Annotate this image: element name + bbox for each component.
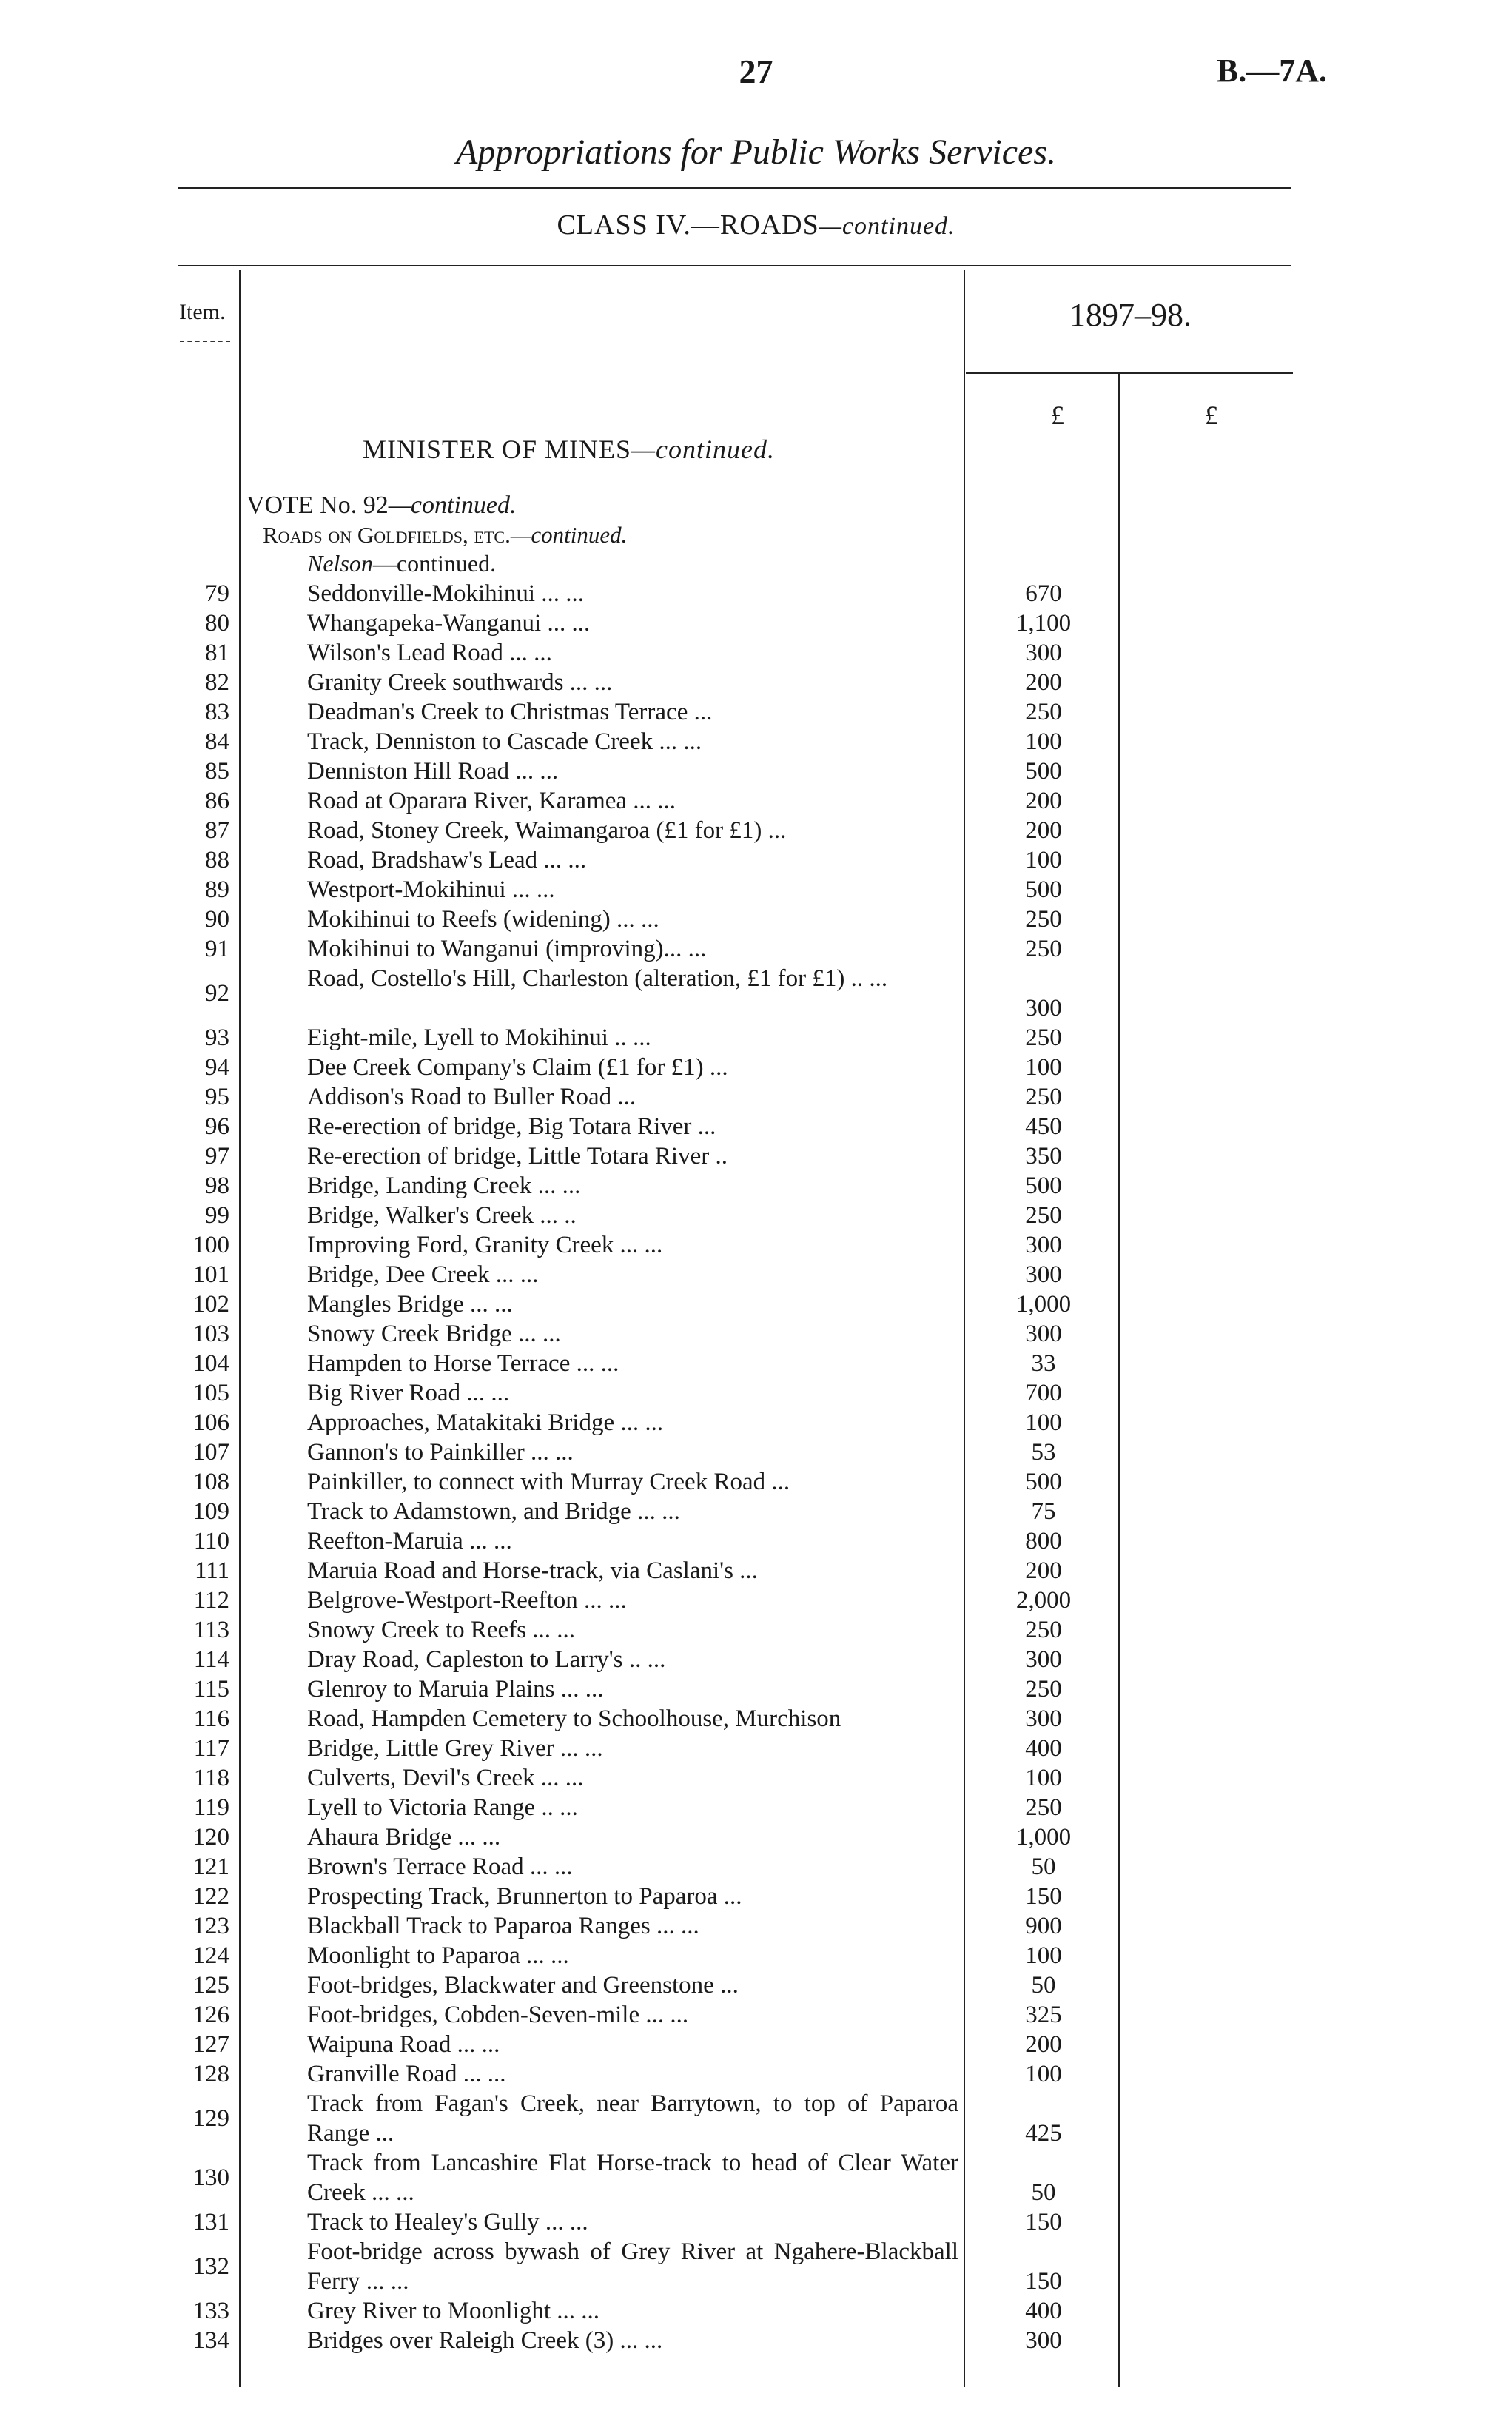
item-description: Maruia Road and Horse-track, via Caslani's ... bbox=[307, 1557, 758, 1584]
item-number: 127 bbox=[192, 2031, 229, 2058]
table-row bbox=[0, 2207, 1512, 2237]
item-number: 81 bbox=[205, 640, 229, 666]
item-amount: 50 bbox=[1031, 1854, 1056, 1880]
item-number: 123 bbox=[192, 1913, 229, 1939]
table-row bbox=[0, 1586, 1512, 1615]
item-number: 96 bbox=[205, 1113, 229, 1140]
table-row bbox=[0, 2296, 1512, 2326]
table-row bbox=[0, 1349, 1512, 1378]
table-row bbox=[0, 1763, 1512, 1793]
ministry-continued: —continued. bbox=[631, 435, 776, 464]
item-amount: 900 bbox=[1025, 1913, 1062, 1939]
item-amount: 100 bbox=[1025, 1409, 1062, 1436]
item-description: Bridges over Raleigh Creek (3) ... ... bbox=[307, 2327, 663, 2354]
table-row bbox=[0, 1230, 1512, 1260]
item-number: 82 bbox=[205, 669, 229, 696]
item-number: 124 bbox=[192, 1942, 229, 1969]
item-amount: 50 bbox=[1031, 1972, 1056, 1999]
item-number: 87 bbox=[205, 817, 229, 844]
item-number: 133 bbox=[192, 2298, 229, 2324]
table-row bbox=[0, 757, 1512, 786]
table-row bbox=[0, 1822, 1512, 1852]
item-description: Ahaura Bridge ... ... bbox=[307, 1824, 501, 1851]
item-number: 97 bbox=[205, 1143, 229, 1170]
table-row bbox=[0, 2148, 1512, 2207]
item-amount: 250 bbox=[1025, 1794, 1062, 1821]
vote-continued: —continued. bbox=[388, 492, 517, 519]
item-amount: 300 bbox=[1025, 995, 1062, 1022]
item-description: Snowy Creek Bridge ... ... bbox=[307, 1321, 561, 1347]
item-description: Mokihinui to Reefs (widening) ... ... bbox=[307, 906, 659, 933]
item-amount: 100 bbox=[1025, 728, 1062, 755]
table-row bbox=[0, 1082, 1512, 1112]
item-description: Reefton-Maruia ... ... bbox=[307, 1528, 512, 1554]
item-description: Road, Costello's Hill, Charleston (alteration, £1 for £1) .. ... bbox=[307, 965, 888, 992]
item-number: 107 bbox=[192, 1439, 229, 1466]
item-amount: 500 bbox=[1025, 1469, 1062, 1495]
item-number: 80 bbox=[205, 610, 229, 637]
item-amount: 200 bbox=[1025, 2031, 1062, 2058]
item-description: Brown's Terrace Road ... ... bbox=[307, 1854, 573, 1880]
item-description: Granity Creek southwards ... ... bbox=[307, 669, 613, 696]
table-row bbox=[0, 934, 1512, 964]
item-number: 86 bbox=[205, 788, 229, 814]
item-amount: 250 bbox=[1025, 936, 1062, 962]
table-row bbox=[0, 1171, 1512, 1201]
item-description: Big River Road ... ... bbox=[307, 1380, 510, 1406]
roads-subheading-continued: —continued. bbox=[510, 522, 628, 548]
item-description: Painkiller, to connect with Murray Creek Road ... bbox=[307, 1469, 790, 1495]
item-number: 103 bbox=[192, 1321, 229, 1347]
roads-subheading bbox=[263, 522, 627, 549]
item-amount: 250 bbox=[1025, 906, 1062, 933]
item-description: Foot-bridges, Cobden-Seven-mile ... ... bbox=[307, 2002, 689, 2028]
item-description: Bridge, Landing Creek ... ... bbox=[307, 1173, 581, 1199]
table-row bbox=[0, 1053, 1512, 1082]
table-row bbox=[0, 964, 1512, 1023]
table-row bbox=[0, 1378, 1512, 1408]
item-number: 99 bbox=[205, 1202, 229, 1229]
item-amount: 150 bbox=[1025, 1883, 1062, 1910]
item-amount: 200 bbox=[1025, 669, 1062, 696]
item-amount: 800 bbox=[1025, 1528, 1062, 1554]
table-row bbox=[0, 1497, 1512, 1526]
table-row bbox=[0, 1289, 1512, 1319]
table-row bbox=[0, 1704, 1512, 1734]
item-number: 130 bbox=[192, 2164, 229, 2191]
item-amount: 200 bbox=[1025, 1557, 1062, 1584]
item-amount: 425 bbox=[1025, 2120, 1062, 2147]
item-description: Bridge, Dee Creek ... ... bbox=[307, 1261, 539, 1288]
item-number: 90 bbox=[205, 906, 229, 933]
vote-heading bbox=[246, 492, 517, 520]
table-row bbox=[0, 1911, 1512, 1941]
table-row bbox=[0, 697, 1512, 727]
table-row bbox=[0, 1319, 1512, 1349]
item-description: Granville Road ... ... bbox=[307, 2061, 506, 2087]
table-row bbox=[0, 2326, 1512, 2355]
table-row bbox=[0, 638, 1512, 668]
item-number: 83 bbox=[205, 699, 229, 725]
item-description: Waipuna Road ... ... bbox=[307, 2031, 500, 2058]
item-number: 132 bbox=[192, 2253, 229, 2280]
item-description: Improving Ford, Granity Creek ... ... bbox=[307, 1232, 663, 1258]
item-description: Belgrove-Westport-Reefton ... ... bbox=[307, 1587, 627, 1614]
item-description: Blackball Track to Paparoa Ranges ... ... bbox=[307, 1913, 699, 1939]
table-row bbox=[0, 1023, 1512, 1053]
table-row bbox=[0, 816, 1512, 845]
item-description: Lyell to Victoria Range .. ... bbox=[307, 1794, 578, 1821]
ministry-heading bbox=[363, 434, 775, 465]
table-row bbox=[0, 1408, 1512, 1438]
item-description: Road at Oparara River, Karamea ... ... bbox=[307, 788, 676, 814]
item-amount: 1,000 bbox=[1015, 1291, 1072, 1318]
table-row bbox=[0, 2000, 1512, 2030]
item-amount: 250 bbox=[1025, 1084, 1062, 1110]
class-title-text: CLASS IV.—ROADS bbox=[557, 209, 819, 241]
item-amount: 200 bbox=[1025, 817, 1062, 844]
region-name: Nelson bbox=[307, 550, 373, 577]
item-number: 98 bbox=[205, 1173, 229, 1199]
item-amount: 700 bbox=[1025, 1380, 1062, 1406]
item-amount: 2,000 bbox=[1015, 1587, 1072, 1614]
table-row bbox=[0, 1260, 1512, 1289]
pound-sign-total: £ bbox=[1205, 400, 1218, 430]
top-rule bbox=[178, 187, 1291, 189]
item-amount: 450 bbox=[1025, 1113, 1062, 1140]
item-amount: 300 bbox=[1025, 1321, 1062, 1347]
item-description: Bridge, Little Grey River ... ... bbox=[307, 1735, 603, 1762]
item-description: Track from Fagan's Creek, near Barrytown, to top of Paparoa Range ... bbox=[307, 2090, 958, 2147]
table-row bbox=[0, 2237, 1512, 2296]
item-number: 120 bbox=[192, 1824, 229, 1851]
item-description: Gannon's to Painkiller ... ... bbox=[307, 1439, 574, 1466]
item-number: 121 bbox=[192, 1854, 229, 1880]
item-number: 112 bbox=[193, 1587, 229, 1614]
item-amount: 100 bbox=[1025, 2061, 1062, 2087]
sheet-reference: B.—7A. bbox=[1216, 53, 1327, 89]
item-amount: 250 bbox=[1025, 699, 1062, 725]
item-amount: 300 bbox=[1025, 640, 1062, 666]
table-row bbox=[0, 1941, 1512, 1970]
item-number: 110 bbox=[193, 1528, 229, 1554]
year-header-rule bbox=[966, 372, 1293, 374]
vote-text: VOTE No. 92 bbox=[246, 492, 389, 519]
item-amount: 33 bbox=[1031, 1350, 1056, 1377]
item-number: 108 bbox=[192, 1469, 229, 1495]
item-number: 95 bbox=[205, 1084, 229, 1110]
table-row bbox=[0, 727, 1512, 757]
item-description: Mangles Bridge ... ... bbox=[307, 1291, 513, 1318]
table-row bbox=[0, 1141, 1512, 1171]
item-description: Culverts, Devil's Creek ... ... bbox=[307, 1765, 584, 1791]
item-description: Snowy Creek to Reefs ... ... bbox=[307, 1617, 576, 1643]
item-description: Approaches, Matakitaki Bridge ... ... bbox=[307, 1409, 664, 1436]
item-number: 131 bbox=[192, 2209, 229, 2235]
table-row bbox=[0, 1734, 1512, 1763]
item-description: Seddonville-Mokihinui ... ... bbox=[307, 580, 584, 607]
item-number: 115 bbox=[193, 1676, 229, 1703]
item-number: 111 bbox=[194, 1557, 229, 1584]
item-number: 119 bbox=[193, 1794, 229, 1821]
page-number: 27 bbox=[739, 53, 773, 90]
item-description: Dee Creek Company's Claim (£1 for £1) ... bbox=[307, 1054, 728, 1081]
item-amount: 400 bbox=[1025, 2298, 1062, 2324]
table-row bbox=[0, 1674, 1512, 1704]
item-number: 88 bbox=[205, 847, 229, 873]
item-description: Track, Denniston to Cascade Creek ... ... bbox=[307, 728, 702, 755]
item-description: Addison's Road to Buller Road ... bbox=[307, 1084, 636, 1110]
pound-sign-amount: £ bbox=[1051, 400, 1064, 430]
item-amount: 100 bbox=[1025, 847, 1062, 873]
table-row bbox=[0, 1526, 1512, 1556]
table-row bbox=[0, 1438, 1512, 1467]
item-amount: 50 bbox=[1031, 2179, 1056, 2206]
item-description: Grey River to Moonlight ... ... bbox=[307, 2298, 600, 2324]
item-description: Road, Bradshaw's Lead ... ... bbox=[307, 847, 587, 873]
item-amount: 350 bbox=[1025, 1143, 1062, 1170]
table-row bbox=[0, 1970, 1512, 2000]
item-description: Bridge, Walker's Creek ... .. bbox=[307, 1202, 577, 1229]
item-number: 101 bbox=[192, 1261, 229, 1288]
item-number: 105 bbox=[192, 1380, 229, 1406]
table-row bbox=[0, 2059, 1512, 2089]
item-amount: 670 bbox=[1025, 580, 1062, 607]
table-row bbox=[0, 1467, 1512, 1497]
item-description: Wilson's Lead Road ... ... bbox=[307, 640, 552, 666]
item-description: Track from Lancashire Flat Horse-track to head of Clear Water Creek ... ... bbox=[307, 2150, 958, 2206]
item-number: 93 bbox=[205, 1024, 229, 1051]
item-number: 116 bbox=[193, 1705, 229, 1732]
region-heading bbox=[307, 550, 496, 577]
item-number: 79 bbox=[205, 580, 229, 607]
item-description: Road, Hampden Cemetery to Schoolhouse, Murchison bbox=[307, 1705, 841, 1732]
table-row bbox=[0, 1201, 1512, 1230]
item-number: 94 bbox=[205, 1054, 229, 1081]
item-amount: 300 bbox=[1025, 1232, 1062, 1258]
item-amount: 400 bbox=[1025, 1735, 1062, 1762]
item-number: 100 bbox=[192, 1232, 229, 1258]
item-amount: 250 bbox=[1025, 1617, 1062, 1643]
table-row bbox=[0, 875, 1512, 905]
item-description: Mokihinui to Wanganui (improving)... ... bbox=[307, 936, 707, 962]
table-row bbox=[0, 579, 1512, 608]
item-amount: 300 bbox=[1025, 1705, 1062, 1732]
item-number: 92 bbox=[205, 980, 229, 1007]
roads-subheading-text: Roads on Goldfields, etc. bbox=[263, 522, 511, 548]
item-column-header: Item. bbox=[179, 300, 226, 324]
item-amount: 150 bbox=[1025, 2209, 1062, 2235]
item-number: 117 bbox=[193, 1735, 229, 1762]
item-description: Denniston Hill Road ... ... bbox=[307, 758, 559, 785]
table-row bbox=[0, 905, 1512, 934]
item-number: 128 bbox=[192, 2061, 229, 2087]
item-number: 118 bbox=[193, 1765, 229, 1791]
item-description: Glenroy to Maruia Plains ... ... bbox=[307, 1676, 604, 1703]
item-amount: 53 bbox=[1031, 1439, 1056, 1466]
item-amount: 300 bbox=[1025, 1646, 1062, 1673]
item-amount: 1,000 bbox=[1015, 1824, 1072, 1851]
item-description: Road, Stoney Creek, Waimangaroa (£1 for £1) ... bbox=[307, 817, 787, 844]
item-description: Foot-bridge across bywash of Grey River at Ngahere-Blackball Ferry ... ... bbox=[307, 2238, 958, 2295]
item-number: 91 bbox=[205, 936, 229, 962]
item-description: Moonlight to Paparoa ... ... bbox=[307, 1942, 569, 1969]
table-row bbox=[0, 1852, 1512, 1882]
table-row bbox=[0, 2089, 1512, 2148]
item-amount: 250 bbox=[1025, 1676, 1062, 1703]
item-description: Westport-Mokihinui ... ... bbox=[307, 876, 555, 903]
item-number: 114 bbox=[193, 1646, 229, 1673]
item-description: Track to Healey's Gully ... ... bbox=[307, 2209, 588, 2235]
item-amount: 300 bbox=[1025, 1261, 1062, 1288]
item-number: 106 bbox=[192, 1409, 229, 1436]
table-row bbox=[0, 845, 1512, 875]
item-number: 89 bbox=[205, 876, 229, 903]
item-number: 113 bbox=[193, 1617, 229, 1643]
ministry-text: MINISTER OF MINES bbox=[363, 435, 632, 464]
table-row bbox=[0, 1556, 1512, 1586]
item-number: 126 bbox=[192, 2002, 229, 2028]
item-header-underline bbox=[180, 341, 230, 342]
header-rule bbox=[178, 265, 1291, 266]
item-description: Foot-bridges, Blackwater and Greenstone ... bbox=[307, 1972, 739, 1999]
class-title-continued: —continued. bbox=[819, 212, 955, 240]
item-number: 109 bbox=[192, 1498, 229, 1525]
item-number: 102 bbox=[192, 1291, 229, 1318]
year-column-header: 1897–98. bbox=[1069, 297, 1192, 333]
item-amount: 250 bbox=[1025, 1202, 1062, 1229]
item-description: Hampden to Horse Terrace ... ... bbox=[307, 1350, 619, 1377]
item-number: 104 bbox=[192, 1350, 229, 1377]
table-row bbox=[0, 786, 1512, 816]
item-description: Prospecting Track, Brunnerton to Paparoa ... bbox=[307, 1883, 742, 1910]
item-amount: 500 bbox=[1025, 876, 1062, 903]
item-amount: 500 bbox=[1025, 1173, 1062, 1199]
item-description: Re-erection of bridge, Little Totara River .. bbox=[307, 1143, 728, 1170]
item-amount: 300 bbox=[1025, 2327, 1062, 2354]
table-row bbox=[0, 2030, 1512, 2059]
table-row bbox=[0, 1615, 1512, 1645]
item-amount: 100 bbox=[1025, 1054, 1062, 1081]
item-amount: 1,100 bbox=[1015, 610, 1072, 637]
item-description: Track to Adamstown, and Bridge ... ... bbox=[307, 1498, 680, 1525]
item-number: 125 bbox=[192, 1972, 229, 1999]
item-description: Deadman's Creek to Christmas Terrace ... bbox=[307, 699, 713, 725]
item-description: Eight-mile, Lyell to Mokihinui .. ... bbox=[307, 1024, 651, 1051]
table-row bbox=[0, 608, 1512, 638]
item-number: 85 bbox=[205, 758, 229, 785]
item-description: Whangapeka-Wanganui ... ... bbox=[307, 610, 591, 637]
item-description: Re-erection of bridge, Big Totara River ... bbox=[307, 1113, 716, 1140]
item-amount: 150 bbox=[1025, 2268, 1062, 2295]
item-description: Dray Road, Capleston to Larry's .. ... bbox=[307, 1646, 666, 1673]
table-row bbox=[0, 668, 1512, 697]
table-row bbox=[0, 1645, 1512, 1674]
item-number: 84 bbox=[205, 728, 229, 755]
class-title bbox=[0, 209, 1512, 241]
item-amount: 100 bbox=[1025, 1942, 1062, 1969]
item-number: 129 bbox=[192, 2105, 229, 2132]
item-amount: 75 bbox=[1031, 1498, 1056, 1525]
table-row bbox=[0, 1793, 1512, 1822]
item-number: 134 bbox=[192, 2327, 229, 2354]
region-continued: —continued. bbox=[372, 550, 497, 577]
table-row bbox=[0, 1882, 1512, 1911]
item-amount: 325 bbox=[1025, 2002, 1062, 2028]
item-number: 122 bbox=[192, 1883, 229, 1910]
page-heading: Appropriations for Public Works Services. bbox=[455, 132, 1057, 172]
table-row bbox=[0, 1112, 1512, 1141]
item-amount: 100 bbox=[1025, 1765, 1062, 1791]
item-amount: 500 bbox=[1025, 758, 1062, 785]
item-amount: 250 bbox=[1025, 1024, 1062, 1051]
item-amount: 200 bbox=[1025, 788, 1062, 814]
